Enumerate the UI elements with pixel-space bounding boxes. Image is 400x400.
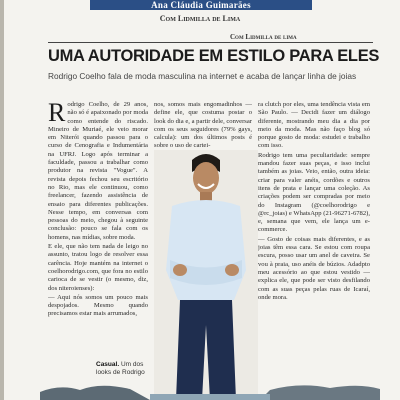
article-deck: Rodrigo Coelho fala de moda masculina na internet e acaba de lançar linha de joias: [48, 71, 357, 81]
hand-right: [225, 264, 239, 276]
article-headline: UMA AUTORIDADE EM ESTILO PARA ELES: [48, 47, 380, 65]
caption-label: Casual.: [96, 361, 120, 368]
paragraph: Rodrigo tem uma peculiaridade: sempre mandou fazer suas peças, e isso inclui também as joias. Veio, então, outra ideia: criar para valer anéis, cordões e outros itens de prata e lançar uma coleção. As criações podem ser compradas por meio do Instagram (@coelhorodrigo e @rc_joias) e WhatsApp (21-96271-6782), e, semana que vem, ele lança um e-commerce.: [258, 151, 370, 234]
hand-left: [173, 264, 187, 276]
photo-caption: [96, 361, 152, 377]
contributor-line: Com Lidmilla de Lima: [159, 14, 241, 23]
paragraph: — Aqui nós somos um pouco mais despojados. Mesmo quando precisamos estar mais arrumados,: [48, 293, 148, 318]
text-column-1: [48, 101, 148, 351]
paragraph: nos, somos mais engomadinhos — define ele, que costuma postar o look do dia e, a partir dele, conversar com os seus seguidores (79% gays, calcula): um dos últimos posts é sobre o uso de cartei-: [154, 101, 252, 150]
header-rule: [48, 42, 373, 43]
paragraph: E ele, que não tem nada de leigo no assunto, tratou logo de resolver essa carência. Hoje mantém na internet o coelhorodrigo.com, que fora no estilo carioca de se vestir (o mesmo, diz, dos niteroienses):: [48, 243, 148, 292]
paragraph: — Gosto de coisas mais diferentes, e as joias têm essa cara. Se estou com roupa escura, posso usar um anel de caveira. Se vou à praia, uso anéis de búzios. Adadpto meu acessório ao que estou vestido — explica ele, que pode ser visto desfilando com as suas peças pelas ruas de Icaraí, onde mora.: [258, 235, 370, 301]
drop-cap: R: [48, 101, 66, 127]
author-banner: Ana Cláudia Guimarães: [90, 0, 312, 10]
portrait-photo: [154, 150, 258, 400]
paragraph: odrigo Coelho, de 29 anos, não só é apaixonado por moda como entende do riscado. Mineiro de Muriaé, ele veio morar em Niterói quando passou para o curso de Cenografia e Indumentária na UFRJ. Logo após terminar a faculdade, passou a trabalhar como produtor na revista "Vogue". A revista depois fechou seu escritório no Rio, mas ele continuou, como freelancer, fazendo assistência de ensaio para diferentes publicações. Nesse tempo, em conversas com pessoas do meio, chegou à seguinte conclusão: pouco se fala com os homens, nas mídias, sobre moda.: [48, 101, 148, 241]
text-column-3: [258, 101, 370, 391]
head: [193, 162, 219, 194]
paragraph: ra clutch por eles, uma tendência vista em São Paulo. — Decidi fazer um diálogo diferente, mostrando meu dia a dia por meio da moda. Mas não faço blog só porque gosto de moda: estudei e trabalho com isso.: [258, 101, 370, 150]
caption-text: Um dos looks de Rodrigo: [96, 361, 145, 376]
contributor-line-secondary: Com Lidmilla de lima: [230, 33, 297, 41]
page-edge: [0, 0, 4, 400]
rocks-and-sea: [40, 380, 380, 400]
